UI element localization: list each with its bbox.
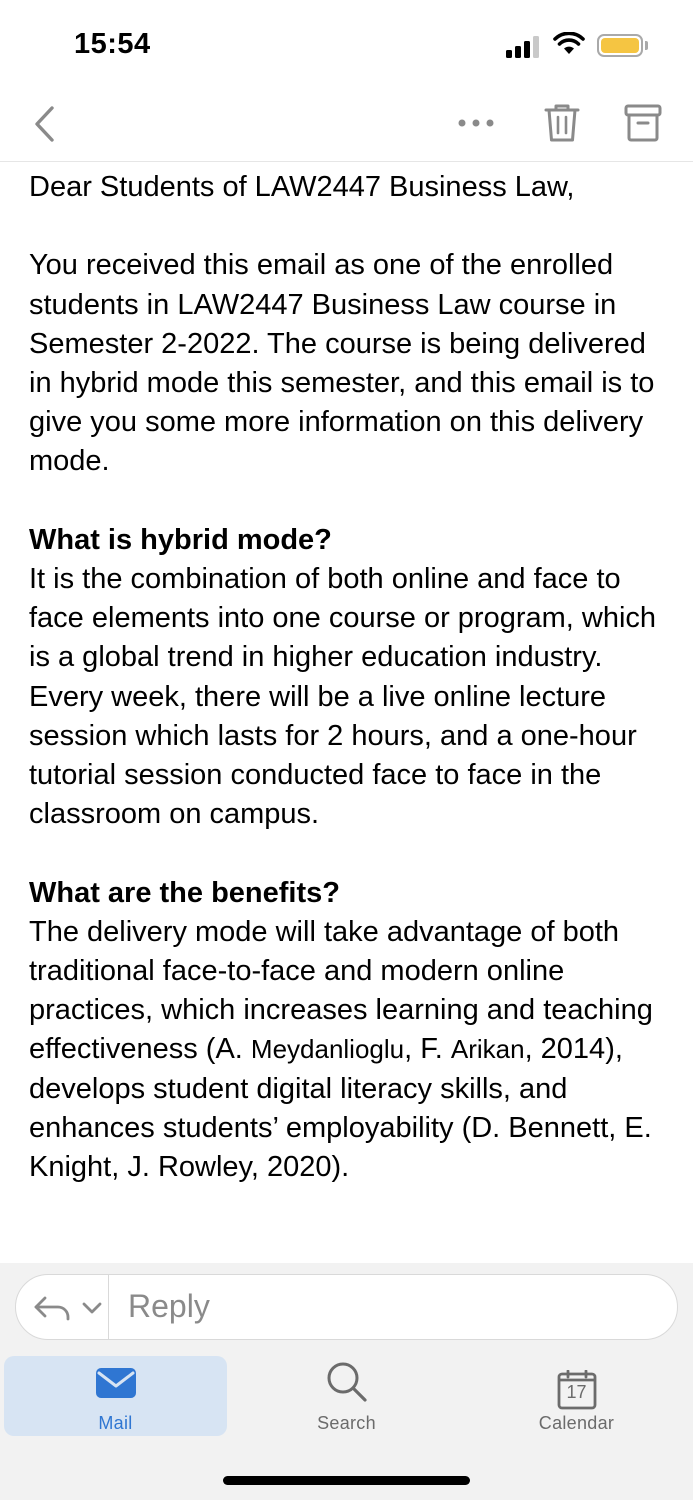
section-body-benefits bbox=[29, 913, 669, 1187]
message-toolbar bbox=[0, 90, 693, 162]
reply-options-button[interactable] bbox=[32, 1289, 110, 1327]
section-heading-benefits: What are the benefits? bbox=[29, 876, 340, 909]
email-body bbox=[29, 168, 669, 1187]
citation-author-2: Arikan bbox=[450, 1034, 525, 1065]
reply-bar bbox=[0, 1263, 693, 1351]
tab-calendar[interactable] bbox=[465, 1356, 688, 1436]
reply-arrow-icon bbox=[32, 1289, 72, 1327]
citation-author-1: Meydanlioglu bbox=[250, 1034, 405, 1065]
status-time: 15:54 bbox=[74, 28, 151, 60]
back-button[interactable] bbox=[28, 102, 64, 146]
tab-label-mail: Mail bbox=[98, 1413, 133, 1433]
more-icon bbox=[455, 106, 497, 140]
email-greeting: Dear Students of LAW2447 Business Law, bbox=[29, 171, 575, 203]
section-heading-hybrid: What is hybrid mode? bbox=[29, 523, 332, 556]
reply-field[interactable] bbox=[15, 1274, 678, 1340]
reply-label: Reply bbox=[128, 1288, 210, 1324]
battery-icon bbox=[597, 34, 643, 57]
status-bar bbox=[0, 0, 693, 90]
tab-search[interactable] bbox=[235, 1356, 458, 1436]
trash-icon bbox=[540, 100, 584, 146]
benefits-text-1: The delivery mode will take advantage of both traditional face-to-face and modern online practices, which increases learning and teaching effectiveness (A. bbox=[29, 915, 653, 1066]
tab-mail[interactable] bbox=[4, 1356, 227, 1436]
calendar-icon bbox=[557, 1370, 597, 1410]
delete-button[interactable] bbox=[540, 100, 584, 146]
chevron-left-icon bbox=[28, 102, 64, 146]
tab-label-search: Search bbox=[317, 1413, 376, 1433]
section-body-hybrid: It is the combination of both online and face to face elements into one course or program, which is a global trend in higher education industry. Every week, there will be a live online lecture session which lasts for 2 hours, and a one-hour tutorial session conducted face to face in the classroom on campus. bbox=[29, 563, 657, 831]
archive-icon bbox=[620, 100, 666, 146]
more-button[interactable] bbox=[455, 106, 497, 140]
cellular-signal-icon bbox=[506, 34, 544, 58]
tab-bar bbox=[0, 1351, 693, 1500]
search-icon bbox=[325, 1360, 369, 1404]
benefits-text-2: , F. bbox=[404, 1033, 451, 1066]
battery-nub bbox=[645, 41, 648, 50]
mail-icon bbox=[95, 1366, 137, 1400]
wifi-icon bbox=[553, 32, 585, 56]
chevron-down-icon bbox=[80, 1289, 104, 1327]
benefits-text-3: , 2014), develops student digital literacy skills, and enhances students’ employability (D. Bennett, E. Knight, J. Rowley, 2020). bbox=[29, 1033, 652, 1184]
home-indicator bbox=[223, 1476, 470, 1485]
email-intro: You received this email as one of the enrolled students in LAW2447 Business Law course in Semester 2-2022. The course is being delivered in hybrid mode this semester, and this email is to give you some more information on this delivery mode. bbox=[29, 249, 655, 478]
calendar-day: 17 bbox=[566, 1382, 587, 1402]
archive-button[interactable] bbox=[620, 100, 666, 146]
reply-divider bbox=[108, 1275, 109, 1339]
tab-label-calendar: Calendar bbox=[538, 1413, 615, 1433]
